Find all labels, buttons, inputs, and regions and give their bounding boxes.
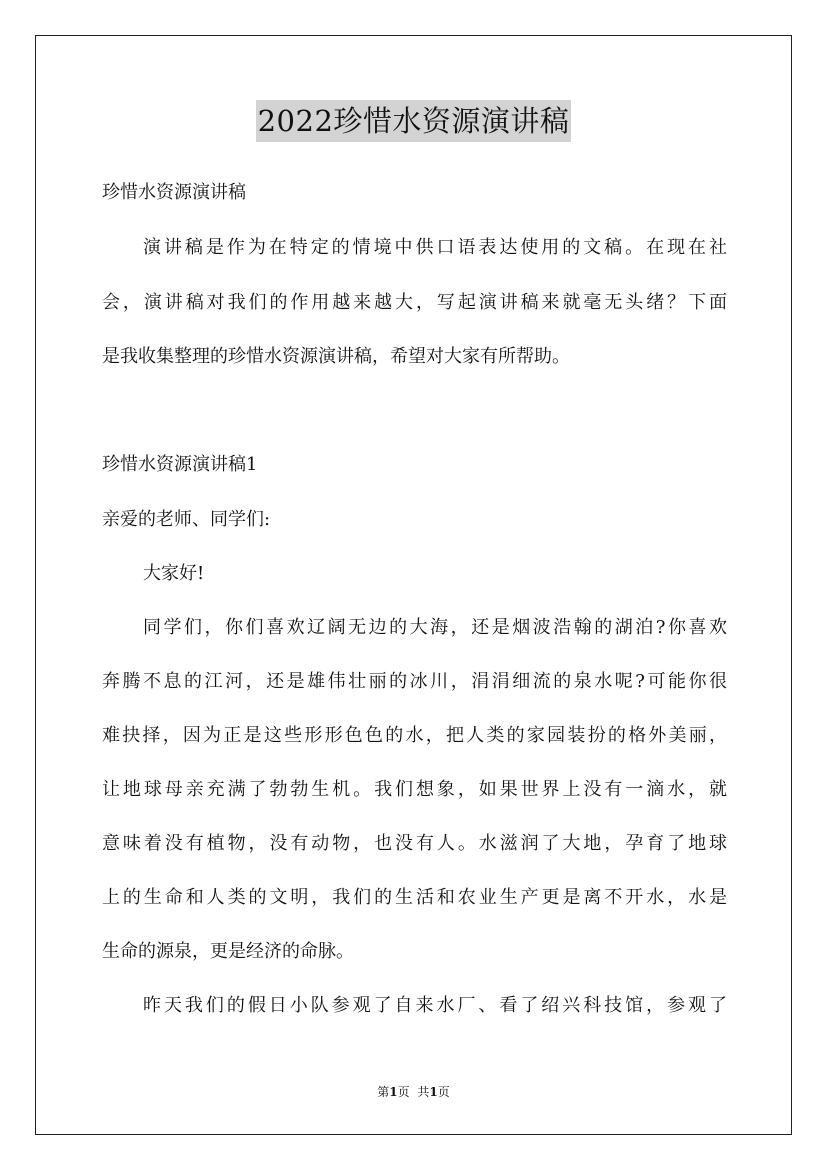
paragraph-line: 演讲稿是作为在特定的情境中供口语表达使用的文稿。在现在社 <box>143 237 727 258</box>
footer-page-suffix: 页 <box>397 1085 410 1099</box>
footer-page-number: 1 <box>389 1085 398 1099</box>
page-footer <box>0 1083 827 1101</box>
paragraph-line: 意味着没有植物，没有动物，也没有人。水滋润了大地，孕育了地球 <box>102 833 727 854</box>
paragraph-line: 会，演讲稿对我们的作用越来越大，写起演讲稿来就毫无头绪？下面 <box>102 292 727 313</box>
paragraph-line: 昨天我们的假日小队参观了自来水厂、看了绍兴科技馆，参观了 <box>143 995 727 1016</box>
footer-page-prefix: 第 <box>377 1085 390 1099</box>
footer-total-pages: 1 <box>429 1085 438 1099</box>
section-heading: 珍惜水资源演讲稿 <box>102 182 246 203</box>
greeting: 大家好! <box>143 563 205 584</box>
section-heading: 珍惜水资源演讲稿1 <box>102 454 258 475</box>
footer-total-suffix: 页 <box>437 1085 450 1099</box>
paragraph-line: 难抉择，因为正是这些形形色色的水，把人类的家园装扮的格外美丽， <box>102 725 727 746</box>
salutation: 亲爱的老师、同学们: <box>102 509 271 530</box>
footer-total-prefix: 共 <box>417 1085 430 1099</box>
paragraph-line: 让地球母亲充满了勃勃生机。我们想象，如果世界上没有一滴水，就 <box>102 779 727 800</box>
paragraph-line: 是我收集整理的珍惜水资源演讲稿，希望对大家有所帮助。 <box>102 346 570 367</box>
title-container <box>0 100 827 142</box>
paragraph-line: 生命的源泉，更是经济的命脉。 <box>102 941 354 962</box>
paragraph-line: 同学们，你们喜欢辽阔无边的大海，还是烟波浩翰的湖泊?你喜欢 <box>143 617 727 638</box>
paragraph-line: 上的生命和人类的文明，我们的生活和农业生产更是离不开水，水是 <box>102 887 727 908</box>
paragraph-line: 奔腾不息的江河，还是雄伟壮丽的冰川，涓涓细流的泉水呢?可能你很 <box>102 671 727 692</box>
document-title: 2022珍惜水资源演讲稿 <box>256 100 572 142</box>
